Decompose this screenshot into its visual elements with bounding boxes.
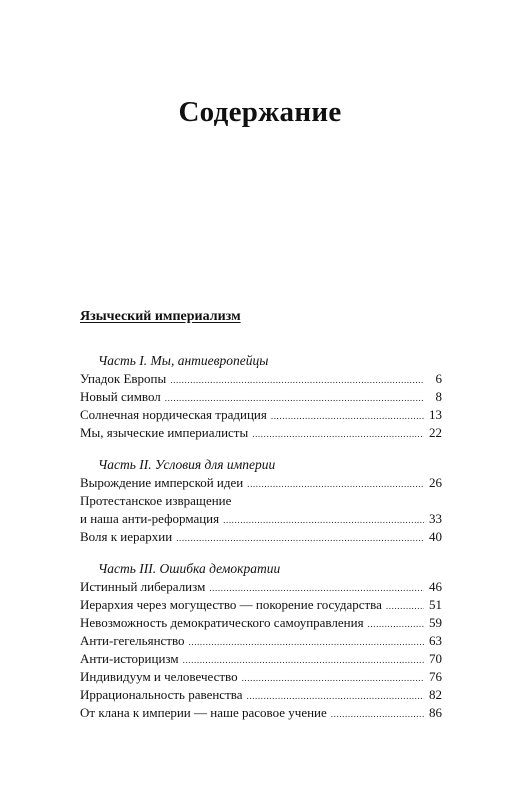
toc-entry-page: 70 <box>429 651 442 666</box>
toc-entry-title: Новый символ <box>80 389 161 404</box>
toc-entry-page: 86 <box>429 705 442 720</box>
toc-entry-page: 33 <box>429 511 442 526</box>
toc-entry-page: 82 <box>429 687 442 702</box>
toc-entry-page: 22 <box>429 425 442 440</box>
part-heading: Часть I. Мы, антиевропейцы <box>98 353 269 368</box>
part-heading: Часть III. Ошибка демократии <box>98 561 281 576</box>
dot-leader <box>189 633 424 651</box>
dot-leader <box>170 371 424 389</box>
toc-entry[interactable] <box>80 668 442 686</box>
toc-entry[interactable] <box>80 370 442 388</box>
toc-entry-page: 8 <box>435 389 442 404</box>
toc-entry-title: Иррациональность равенства <box>80 687 243 702</box>
toc-entry-title: Мы, языческие империалисты <box>80 425 249 440</box>
dot-leader <box>247 687 425 705</box>
toc-entry-title: Протестанское извращение <box>80 493 232 508</box>
toc-entry[interactable] <box>80 406 442 424</box>
toc-entry-title: Анти-историцизм <box>80 651 179 666</box>
toc-entry[interactable] <box>80 424 442 442</box>
toc-entry-page: 40 <box>429 529 442 544</box>
dot-leader <box>331 705 424 723</box>
toc-entry[interactable] <box>80 474 442 492</box>
part-2 <box>80 456 442 546</box>
section-title: Языческий империализм <box>80 309 241 324</box>
toc-entry-title: Упадок Европы <box>80 371 167 386</box>
toc-entry[interactable] <box>80 388 442 406</box>
part-3 <box>80 560 442 722</box>
part-heading: Часть II. Условия для империи <box>98 457 276 472</box>
dot-leader <box>271 407 424 425</box>
toc-entry[interactable] <box>80 578 442 596</box>
dot-leader <box>176 529 424 547</box>
toc-entry-first-line[interactable] <box>80 492 442 510</box>
toc-entry[interactable] <box>80 632 442 650</box>
toc-entry-page: 6 <box>435 371 442 386</box>
toc-entry-page: 59 <box>429 615 442 630</box>
toc-entry-title: Вырождение имперской идеи <box>80 475 244 490</box>
toc-entry[interactable] <box>80 614 442 632</box>
toc-entry[interactable] <box>80 686 442 704</box>
toc-entry-page: 13 <box>429 407 442 422</box>
toc-entry-page: 76 <box>429 669 442 684</box>
toc-entry[interactable] <box>80 528 442 546</box>
toc-entry-page: 63 <box>429 633 442 648</box>
dot-leader <box>165 389 424 407</box>
dot-leader <box>252 425 424 443</box>
toc-entry-title: Истинный либерализм <box>80 579 206 594</box>
toc-entry-continuation[interactable] <box>80 510 442 528</box>
dot-leader <box>183 651 424 669</box>
toc-entry-page: 26 <box>429 475 442 490</box>
page-title: Содержание <box>178 96 342 128</box>
table-of-contents <box>80 307 442 722</box>
dot-leader <box>242 669 424 687</box>
dot-leader <box>209 579 424 597</box>
part-1 <box>80 352 442 442</box>
dot-leader <box>368 615 424 633</box>
toc-entry-title: и наша анти-реформация <box>80 511 220 526</box>
dot-leader <box>247 475 424 493</box>
toc-entry-title: Анти-гегельянство <box>80 633 185 648</box>
toc-entry-page: 46 <box>429 579 442 594</box>
dot-leader <box>223 511 424 529</box>
toc-entry-title: Иерархия через могущество — покорение государства <box>80 597 382 612</box>
dot-leader <box>386 597 424 615</box>
toc-entry[interactable] <box>80 650 442 668</box>
toc-entry-title: Солнечная нордическая традиция <box>80 407 267 422</box>
toc-entry-title: Индивидуум и человечество <box>80 669 238 684</box>
toc-entry-title: Воля к иерархии <box>80 529 173 544</box>
toc-entry-title: Невозможность демократического самоуправления <box>80 615 364 630</box>
toc-entry[interactable] <box>80 596 442 614</box>
toc-entry[interactable] <box>80 704 442 722</box>
toc-entry-page: 51 <box>429 597 442 612</box>
toc-entry-title: От клана к империи — наше расовое учение <box>80 705 327 720</box>
